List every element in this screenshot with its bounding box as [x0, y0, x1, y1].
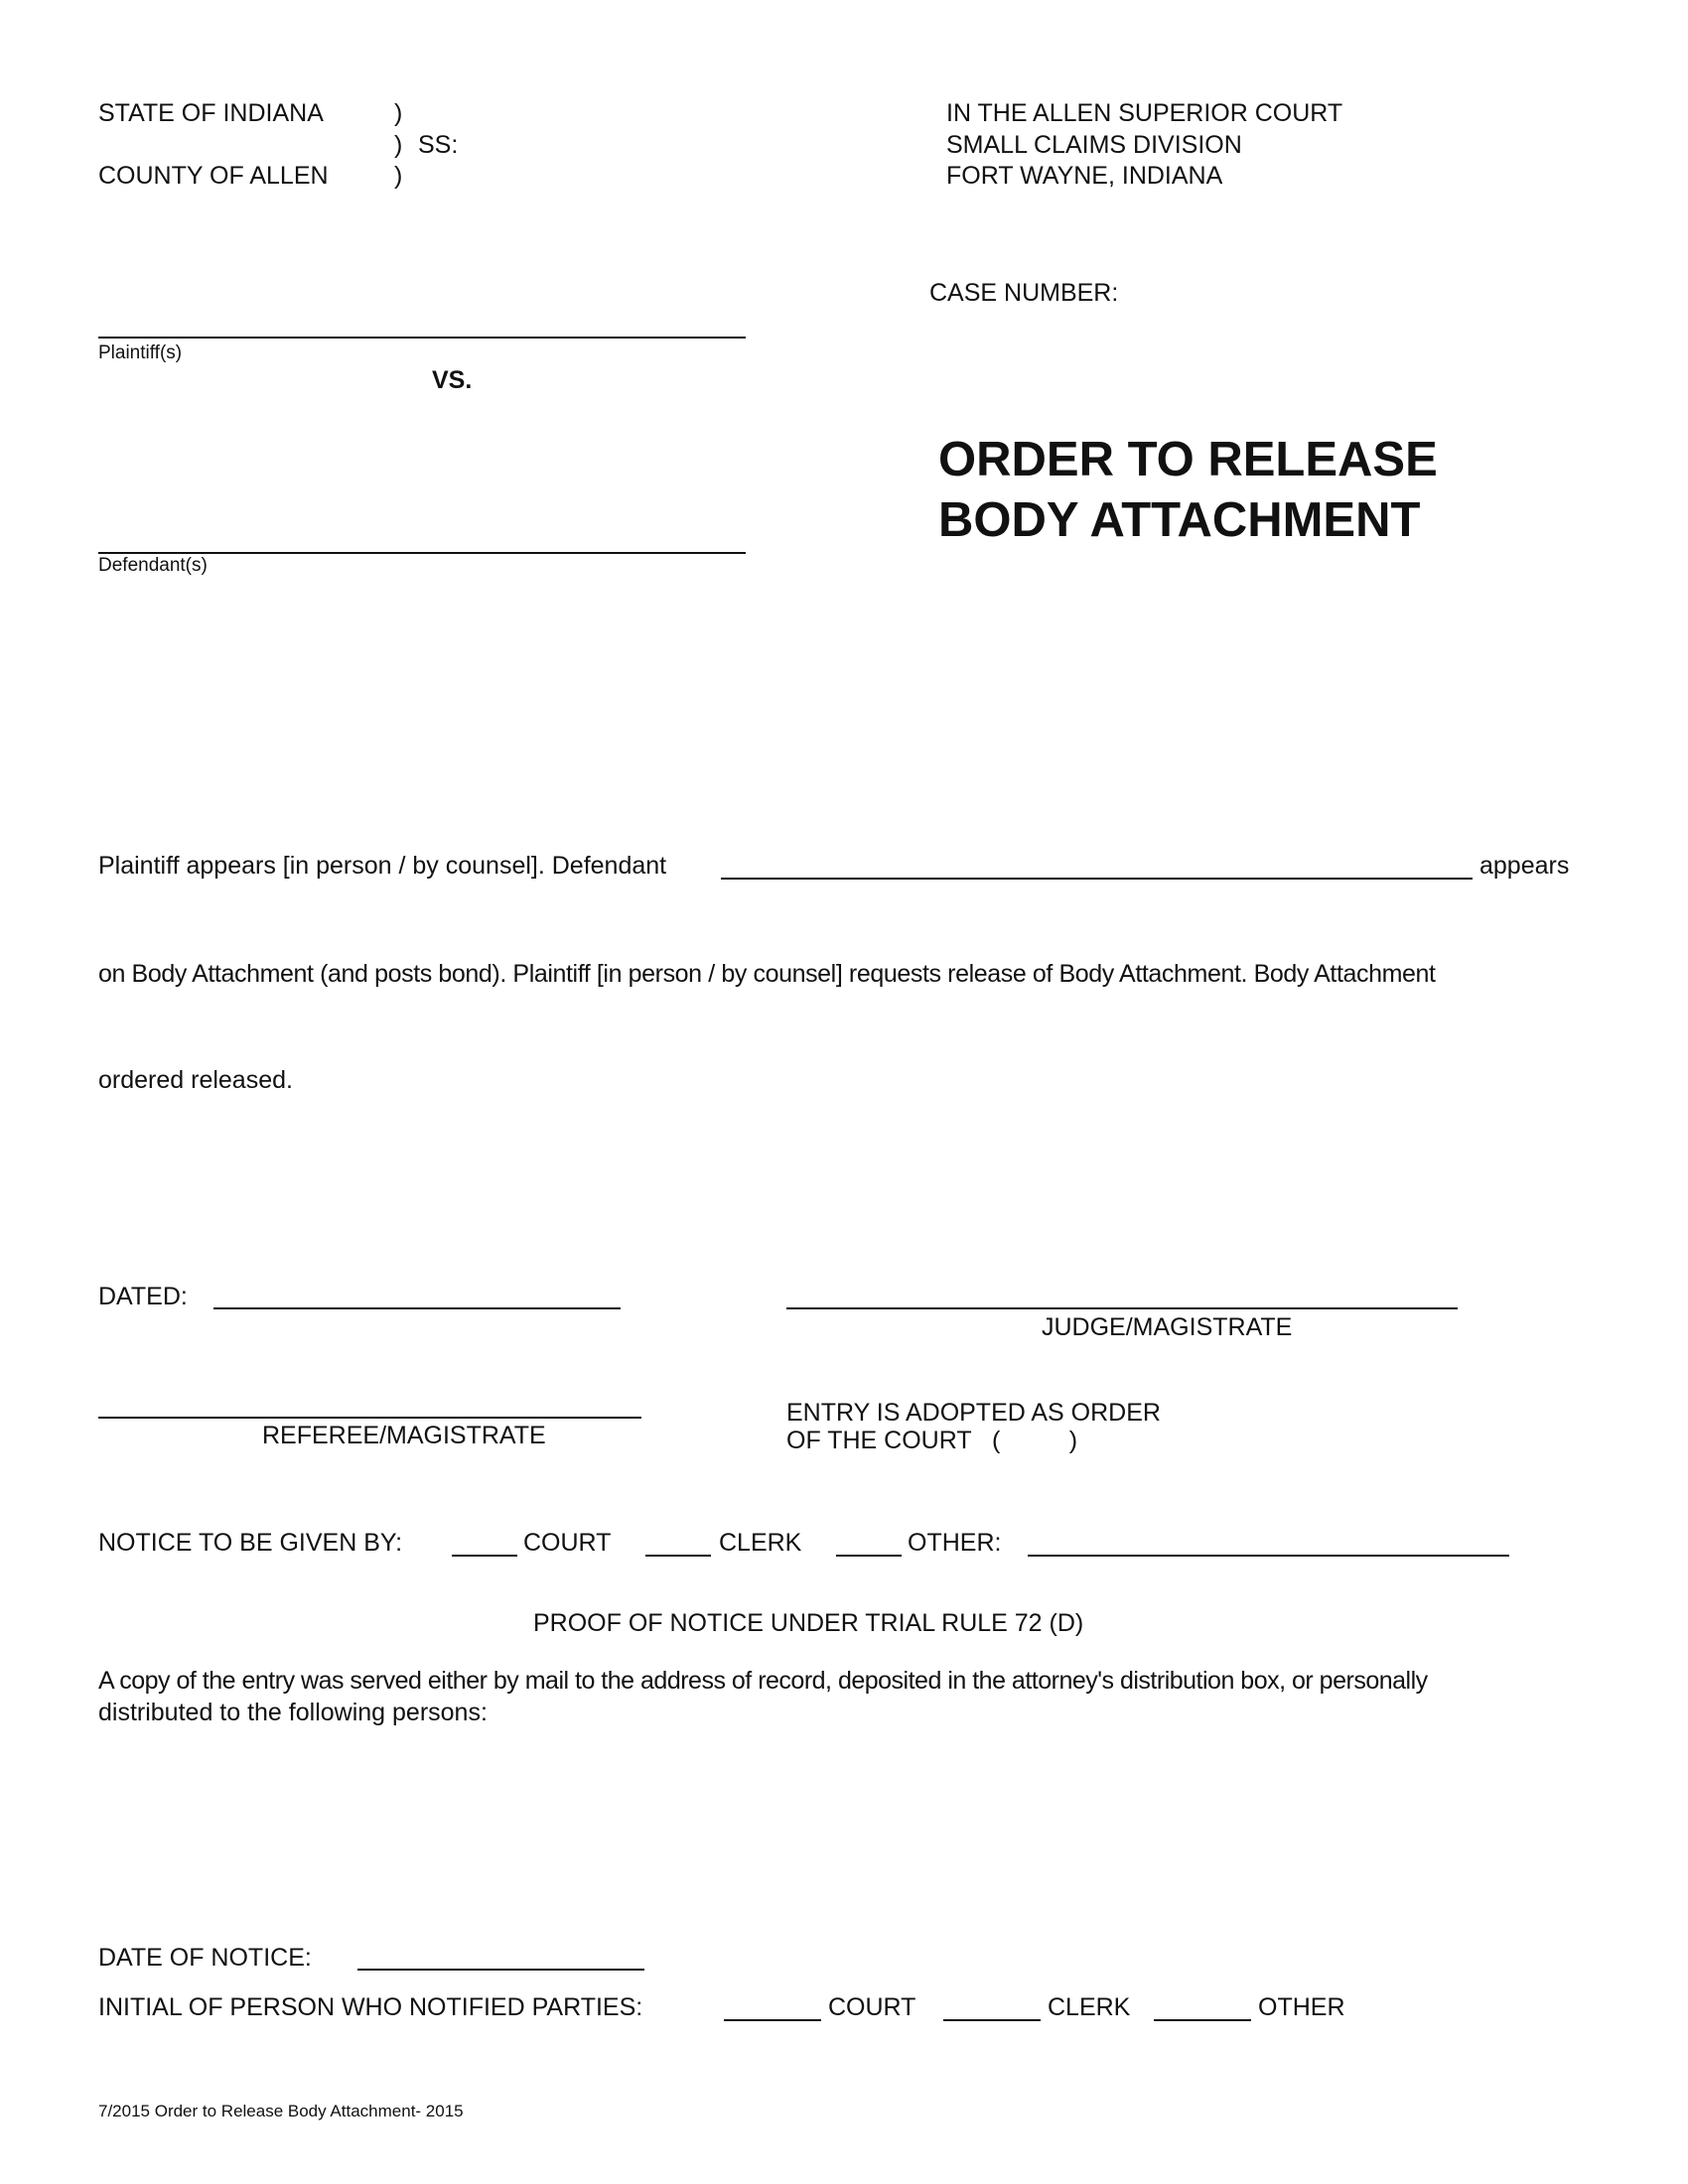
- judge-signature-line[interactable]: [786, 1307, 1458, 1309]
- referee-label: REFEREE/MAGISTRATE: [262, 1422, 546, 1449]
- initial-label: INITIAL OF PERSON WHO NOTIFIED PARTIES:: [98, 1993, 643, 2021]
- notice-court-blank[interactable]: [452, 1555, 517, 1557]
- defendant-label: Defendant(s): [98, 555, 208, 576]
- case-number-label: CASE NUMBER:: [929, 279, 1119, 307]
- proof-text-line1: A copy of the entry was served either by mail to the address of record, deposited in the attorney's distribution box, or personally: [98, 1667, 1428, 1695]
- dated-line[interactable]: [213, 1307, 621, 1309]
- initial-clerk: CLERK: [1048, 1993, 1131, 2021]
- entry-adopted-line2: OF THE COURT ( ): [786, 1427, 1078, 1454]
- vs-label: VS.: [432, 366, 473, 394]
- dated-label: DATED:: [98, 1283, 188, 1310]
- notice-other-blank[interactable]: [836, 1555, 902, 1557]
- document-title-line2: BODY ATTACHMENT: [938, 493, 1421, 547]
- document-title-line1: ORDER TO RELEASE: [938, 433, 1438, 486]
- paren: ): [394, 131, 403, 159]
- notice-clerk: CLERK: [719, 1529, 802, 1557]
- date-of-notice-label: DATE OF NOTICE:: [98, 1944, 312, 1972]
- court-division: SMALL CLAIMS DIVISION: [946, 131, 1242, 159]
- proof-text-line2: distributed to the following persons:: [98, 1699, 488, 1726]
- defendant-name-blank[interactable]: [721, 878, 1473, 880]
- notice-other-line[interactable]: [1028, 1555, 1509, 1557]
- judge-label: JUDGE/MAGISTRATE: [1042, 1313, 1293, 1341]
- county-label: COUNTY OF ALLEN: [98, 162, 329, 190]
- body-line1-end: appears: [1479, 852, 1570, 880]
- proof-heading: PROOF OF NOTICE UNDER TRIAL RULE 72 (D): [533, 1609, 1084, 1637]
- ss-label: SS:: [418, 131, 459, 159]
- plaintiff-line[interactable]: [98, 337, 746, 339]
- initial-court-blank[interactable]: [724, 2019, 821, 2021]
- notice-clerk-blank[interactable]: [645, 1555, 711, 1557]
- body-line3: ordered released.: [98, 1066, 293, 1094]
- referee-signature-line[interactable]: [98, 1417, 641, 1419]
- initial-clerk-blank[interactable]: [943, 2019, 1041, 2021]
- state-label: STATE OF INDIANA: [98, 99, 324, 127]
- plaintiff-label: Plaintiff(s): [98, 342, 183, 363]
- court-name: IN THE ALLEN SUPERIOR COURT: [946, 99, 1343, 127]
- body-line1: Plaintiff appears [in person / by counsel]. Defendant: [98, 852, 667, 880]
- notice-court: COURT: [523, 1529, 612, 1557]
- initial-other-blank[interactable]: [1154, 2019, 1251, 2021]
- notice-other: OTHER:: [908, 1529, 1002, 1557]
- entry-adopted-line1: ENTRY IS ADOPTED AS ORDER: [786, 1399, 1161, 1427]
- initial-court: COURT: [828, 1993, 916, 2021]
- defendant-line[interactable]: [98, 552, 746, 554]
- notice-label: NOTICE TO BE GIVEN BY:: [98, 1529, 403, 1557]
- body-line2: on Body Attachment (and posts bond). Plaintiff [in person / by counsel] requests release of Body Attachment. Body Attachment: [98, 960, 1436, 988]
- footer: 7/2015 Order to Release Body Attachment- 2015: [98, 2102, 464, 2120]
- paren: ): [394, 99, 403, 127]
- paren: ): [394, 162, 403, 190]
- court-location: FORT WAYNE, INDIANA: [946, 162, 1223, 190]
- initial-other: OTHER: [1258, 1993, 1345, 2021]
- date-of-notice-line[interactable]: [357, 1969, 644, 1971]
